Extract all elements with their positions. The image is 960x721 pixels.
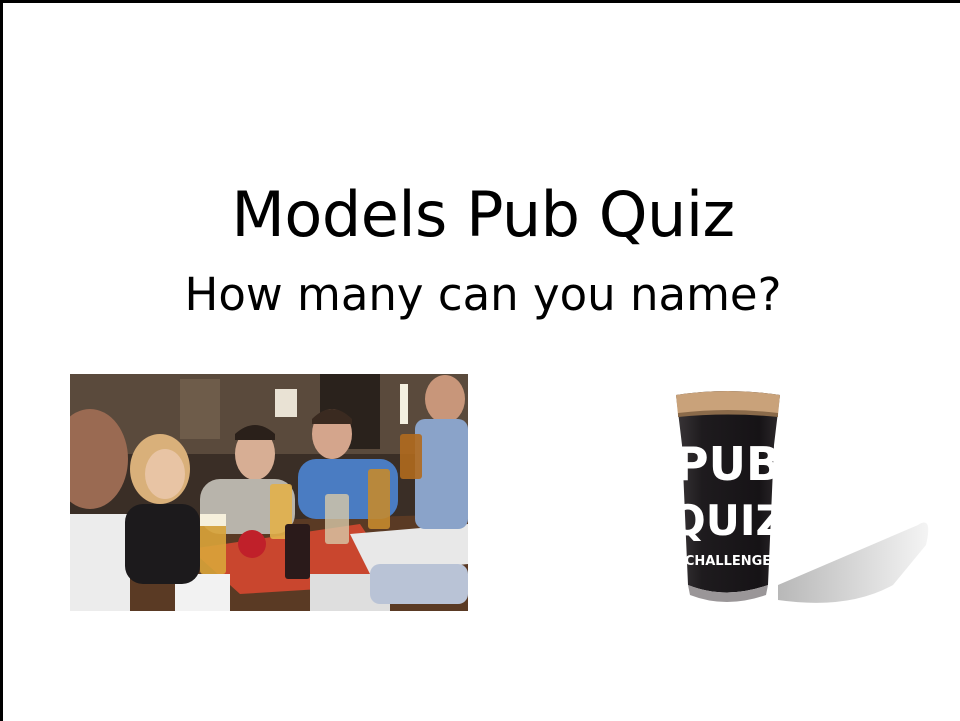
- pub-quiz-photo-image: [70, 374, 468, 611]
- pub-quiz-photo: [70, 374, 468, 611]
- pint-glass-icon: [668, 385, 933, 610]
- pint-text-pub: PUB: [674, 437, 782, 491]
- pint-text-challenge: CHALLENGE: [684, 554, 772, 569]
- slide-subtitle: How many can you name?: [184, 268, 782, 321]
- slide-title: Models Pub Quiz: [231, 178, 735, 251]
- pint-text-quiz: QUIZ: [670, 496, 786, 545]
- pint-glass-logo: [668, 385, 933, 610]
